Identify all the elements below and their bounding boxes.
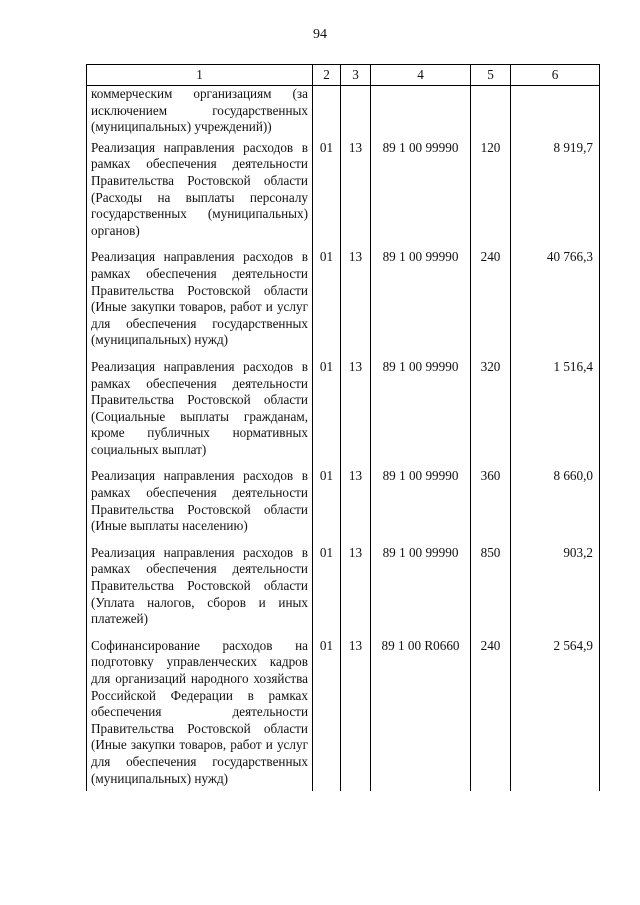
expense-description: Реализация направления расходов в рамках обеспечения деятельности Правительства Ростовской области (Расходы на выплаты персоналу государственных (муниципальных) органов) (87, 140, 313, 250)
page-number: 94 (313, 27, 327, 42)
table-row (87, 545, 600, 638)
table-row (87, 249, 600, 359)
subsection-code (341, 86, 371, 140)
expense-type-code: 120 (471, 140, 511, 250)
column-number-header: 2 (313, 65, 341, 86)
table-row (87, 359, 600, 469)
subsection-code: 13 (341, 545, 371, 638)
target-article-code: 89 1 00 99990 (371, 468, 471, 544)
column-number-header-row (87, 65, 600, 86)
target-article-code: 89 1 00 99990 (371, 545, 471, 638)
amount: 2 564,9 (511, 638, 600, 791)
table-row (87, 468, 600, 544)
amount: 903,2 (511, 545, 600, 638)
target-article-code: 89 1 00 99990 (371, 359, 471, 469)
subsection-code: 13 (341, 249, 371, 359)
section-code: 01 (313, 638, 341, 791)
subsection-code: 13 (341, 468, 371, 544)
expense-type-code: 240 (471, 249, 511, 359)
amount: 40 766,3 (511, 249, 600, 359)
expense-description: Реализация направления расходов в рамках обеспечения деятельности Правительства Ростовской области (Иные выплаты населению) (87, 468, 313, 544)
budget-table (86, 64, 600, 791)
expense-description: Реализация направления расходов в рамках обеспечения деятельности Правительства Ростовской области (Социальные выплаты гражданам, кроме публичных нормативных социальных выплат) (87, 359, 313, 469)
target-article-code: 89 1 00 99990 (371, 140, 471, 250)
section-code: 01 (313, 249, 341, 359)
column-number-header: 1 (87, 65, 313, 86)
section-code: 01 (313, 359, 341, 469)
amount: 8 660,0 (511, 468, 600, 544)
table-row (87, 140, 600, 250)
expense-description: Реализация направления расходов в рамках обеспечения деятельности Правительства Ростовской области (Иные закупки товаров, работ и услуг для обеспечения государственных (муниципальных) нужд) (87, 249, 313, 359)
subsection-code: 13 (341, 359, 371, 469)
expense-type-code: 240 (471, 638, 511, 791)
amount: 8 919,7 (511, 140, 600, 250)
target-article-code: 89 1 00 R0660 (371, 638, 471, 791)
expense-type-code: 850 (471, 545, 511, 638)
target-article-code (371, 86, 471, 140)
section-code: 01 (313, 545, 341, 638)
expense-description: коммерческим организациям (за исключением государственных (муниципальных) учреждений)) (87, 86, 313, 140)
target-article-code: 89 1 00 99990 (371, 249, 471, 359)
amount (511, 86, 600, 140)
section-code: 01 (313, 140, 341, 250)
section-code: 01 (313, 468, 341, 544)
expense-type-code: 320 (471, 359, 511, 469)
expense-type-code (471, 86, 511, 140)
column-number-header: 6 (511, 65, 600, 86)
column-number-header: 5 (471, 65, 511, 86)
table-row (87, 638, 600, 791)
expense-description: Софинансирование расходов на подготовку управленческих кадров для организаций народного хозяйства Российской Федерации в рамках обеспечения деятельности Правительства Ростовской области (Иные закупки товаров, работ и услуг для обеспечения государственных (муниципальных) нужд) (87, 638, 313, 791)
table-row (87, 86, 600, 140)
amount: 1 516,4 (511, 359, 600, 469)
column-number-header: 4 (371, 65, 471, 86)
subsection-code: 13 (341, 638, 371, 791)
column-number-header: 3 (341, 65, 371, 86)
subsection-code: 13 (341, 140, 371, 250)
expense-type-code: 360 (471, 468, 511, 544)
section-code (313, 86, 341, 140)
expense-description: Реализация направления расходов в рамках обеспечения деятельности Правительства Ростовской области (Уплата налогов, сборов и иных платежей) (87, 545, 313, 638)
